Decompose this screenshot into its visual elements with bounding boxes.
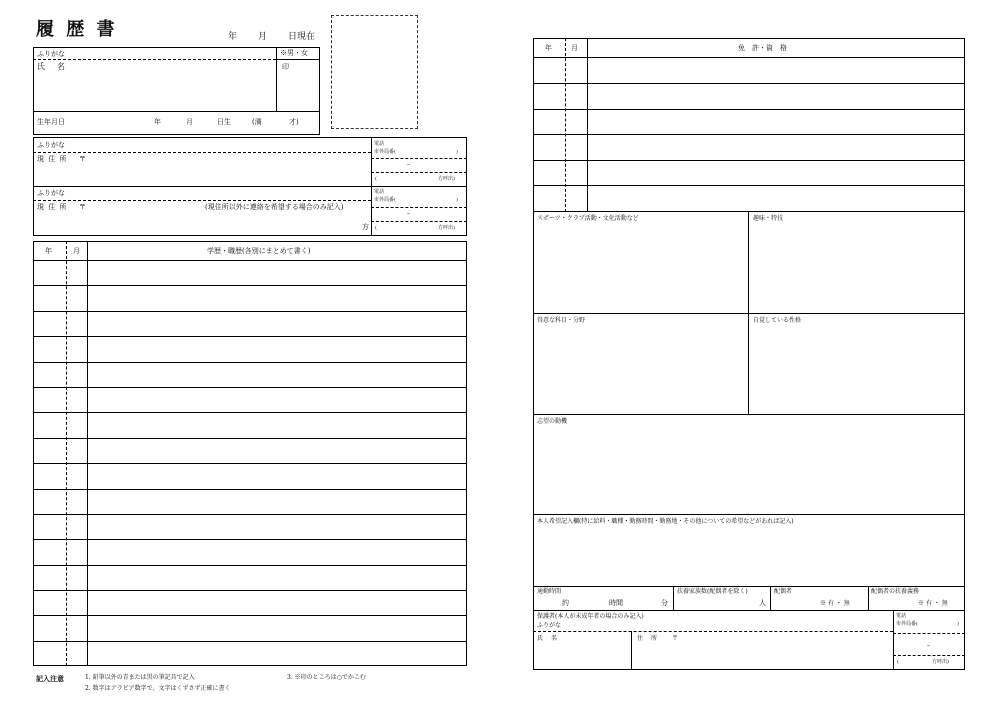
history-month-header: 月	[73, 247, 80, 255]
license-row-line	[533, 57, 965, 58]
furigana-divider	[33, 59, 276, 60]
address1-call-via: 方呼出)	[438, 176, 455, 182]
dependents-unit: 人	[759, 599, 766, 607]
license-title-header: 免 許・資 格	[738, 44, 787, 52]
history-row-line	[33, 565, 467, 566]
bottom-info-box	[533, 586, 965, 670]
guardian-furigana-label: ふりがな	[537, 622, 562, 629]
guardian-paren-close: )	[957, 621, 959, 627]
birth-year-label: 年	[154, 118, 161, 126]
guardian-postal-mark: 〒	[672, 635, 679, 642]
address2-phone-label: 電話	[374, 189, 385, 195]
seal-divider	[276, 47, 277, 111]
address1-area-code-label: 市外局番(	[374, 149, 396, 155]
address2-furigana-divider	[33, 200, 371, 201]
address2-suffix: 方	[362, 223, 369, 231]
phone1-line-a	[371, 158, 467, 159]
address1-paren-close: )	[456, 149, 458, 155]
address2-paren-close: )	[456, 197, 458, 203]
guardian-dash: –	[927, 642, 930, 649]
commute-hours: 時間	[609, 599, 623, 607]
history-row-line	[33, 590, 467, 591]
birth-day-label: 日生	[217, 118, 231, 126]
address1-dash: –	[407, 161, 410, 168]
note-item-1: 1. 鉛筆以外の青または黒の筆記具で記入	[85, 674, 195, 681]
history-row-line	[33, 412, 467, 413]
guardian-name-label: 氏 名	[537, 635, 559, 642]
address2-note: (現住所以外に連絡を希望する場合のみ記入)	[205, 203, 344, 211]
history-row-line	[33, 539, 467, 540]
history-table	[33, 241, 467, 666]
subjects-label: 得意な科目・分野	[537, 317, 586, 324]
gender-divider	[276, 59, 320, 60]
spouse-support-label: 配偶者の扶養義務	[871, 588, 920, 595]
history-row-line	[33, 387, 467, 388]
license-row-line	[533, 185, 965, 186]
address1-postal-mark: 〒	[79, 155, 86, 163]
guardian-phone-line-a	[893, 633, 965, 634]
guardian-furigana-divider	[533, 631, 893, 632]
address1-paren-open: (	[375, 176, 377, 182]
license-row-line	[533, 134, 965, 135]
history-row-line	[33, 641, 467, 642]
guardian-phone-divider	[893, 610, 894, 670]
history-row-line	[33, 285, 467, 286]
free-sections-box	[533, 211, 965, 587]
address2-furigana-label: ふりがな	[37, 189, 65, 197]
guardian-phone-line-b	[893, 655, 965, 656]
wishes-label: 本人希望記入欄(特に給料・職種・勤務時間・勤務地・その他についての希望などがあれば記入)	[537, 518, 794, 525]
hobby-label: 趣味・特技	[753, 215, 784, 222]
guardian-paren-open: (	[897, 659, 899, 665]
guardian-label: 保護者(本人が未成年者の場合のみ記入)	[537, 613, 644, 620]
note-item-2: 2. 数字はアラビア数字で、文字はくずさず正確に書く	[85, 685, 231, 692]
address1-furigana-divider	[33, 152, 371, 153]
commute-minutes: 分	[661, 599, 668, 607]
license-row-line	[533, 109, 965, 110]
history-row-line	[33, 514, 467, 515]
guardian-phone-label: 電話	[896, 613, 907, 619]
date-day-label: 日現在	[288, 32, 316, 42]
history-title-header: 学歴・職歴(各別にまとめて書く)	[207, 247, 311, 255]
spouse-value[interactable]: ※ 有 ・ 無	[820, 600, 850, 607]
birth-month-label: 月	[186, 118, 193, 126]
guardian-call-via: 方呼出)	[932, 659, 949, 665]
history-month-divider	[87, 241, 88, 666]
address-mid-divider	[33, 186, 467, 187]
address2-area-code-label: 市外局番(	[374, 197, 396, 203]
spouse-divider	[868, 586, 869, 610]
history-row-line	[33, 311, 467, 312]
commute-label: 通勤時間	[537, 588, 562, 595]
age-open-label: (満	[252, 118, 262, 126]
history-row-line	[33, 362, 467, 363]
notes-label: 記入注意	[36, 674, 64, 683]
free-sections-row-divider-3	[533, 514, 965, 515]
sports-label: スポーツ・クラブ活動・文化活動など	[537, 215, 639, 222]
history-row-line	[33, 489, 467, 490]
address1-label: 現 住 所	[37, 155, 68, 163]
address2-dash: –	[407, 210, 410, 217]
name-label: 氏 名	[37, 62, 67, 71]
history-row-line	[33, 615, 467, 616]
phone1-line-b	[371, 172, 467, 173]
birth-label: 生年月日	[37, 118, 65, 126]
address1-phone-label: 電話	[374, 141, 385, 147]
history-year-header: 年	[45, 247, 52, 255]
license-month-header: 月	[571, 44, 578, 52]
note-item-3: 3. ※印のところは○でかこむ	[287, 674, 366, 681]
free-sections-row-divider-1	[533, 313, 965, 314]
address2-call-via: 方呼出)	[438, 225, 455, 231]
license-row-line	[533, 160, 965, 161]
commute-approx: 約	[562, 599, 569, 607]
furigana-label: ふりがな	[37, 50, 65, 58]
address2-postal-mark: 〒	[79, 203, 86, 211]
date-month-label: 月	[258, 32, 268, 42]
birth-divider	[33, 111, 320, 112]
bottom-info-divider	[533, 610, 965, 611]
guardian-name-divider	[631, 631, 632, 670]
address2-paren-open: (	[375, 225, 377, 231]
license-row-line	[533, 83, 965, 84]
gender-select[interactable]: ※男・女	[280, 49, 308, 57]
date-year-label: 年	[228, 32, 238, 42]
spouse-support-value[interactable]: ※ 有 ・ 無	[918, 600, 948, 607]
page-title: 履 歴 書	[36, 19, 118, 40]
guardian-address-label: 住 所	[637, 635, 659, 642]
dependents-divider	[770, 586, 771, 610]
guardian-area-code-label: 市外局番(	[896, 621, 918, 627]
commute-divider	[673, 586, 674, 610]
photo-box[interactable]	[331, 15, 418, 129]
history-row-line	[33, 260, 467, 261]
address2-label: 現 住 所	[37, 203, 68, 211]
history-row-line	[33, 336, 467, 337]
seal-label: 印	[282, 63, 289, 71]
history-year-divider	[66, 241, 67, 666]
personality-label: 自覚している性格	[753, 317, 802, 324]
free-sections-row-divider-2	[533, 414, 965, 415]
age-close-label: 才)	[289, 118, 299, 126]
motivation-label: 志望の動機	[537, 418, 568, 425]
spouse-label: 配偶者	[774, 588, 793, 595]
history-row-line	[33, 438, 467, 439]
address1-furigana-label: ふりがな	[37, 141, 65, 149]
dependents-label: 扶養家族数(配偶者を除く)	[677, 588, 748, 595]
phone2-line-a	[371, 207, 467, 208]
license-year-header: 年	[545, 44, 552, 52]
phone2-line-b	[371, 221, 467, 222]
history-row-line	[33, 463, 467, 464]
